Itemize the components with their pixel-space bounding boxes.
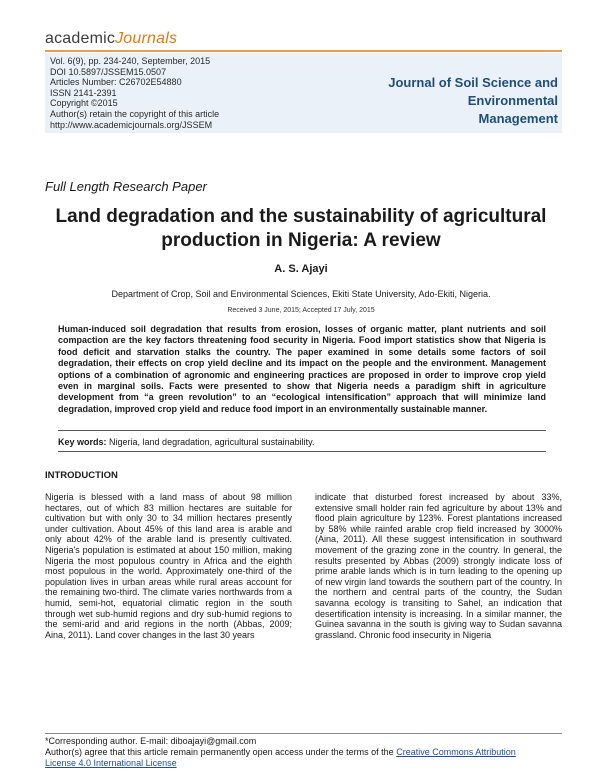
license-text: Author(s) agree that this article remain permanently open access under the terms of the xyxy=(45,746,394,757)
keywords-top-rule xyxy=(58,430,546,431)
license-link[interactable]: Creative Commons Attribution xyxy=(396,746,516,757)
header-divider xyxy=(45,50,562,52)
received-accepted-dates: Received 3 June, 2015; Accepted 17 July, 2015 xyxy=(227,307,375,314)
meta-doi: DOI 10.5897/JSSEM15.0507 xyxy=(50,66,167,77)
paper-title xyxy=(45,205,557,253)
publisher-logo xyxy=(45,30,177,48)
keywords-text: Nigeria, land degradation, agricultural sustainability. xyxy=(109,437,315,447)
author-name: A. S. Ajayi xyxy=(274,263,328,275)
logo-text-academic: academic xyxy=(45,30,116,47)
meta-volume: Vol. 6(9), pp. 234-240, September, 2015 xyxy=(50,56,211,66)
keywords-bottom-rule xyxy=(58,451,546,452)
body-column-left: Nigeria is blessed with a land mass of about 98 million hectares, out of which 83 million hectares are suitable for cultivation but with only 30 to 34 million hectares presently under cultivation. About 45% of this land area is arable and only about 42% of the arable land is presently cultivated. Nigeria's population is estimated at about 150 million, making Nigeria the most populous country in Africa and the eighth most populous in the world. Approximately one-third of the population lives in urban areas while rural areas account for the remaining two-third. The climate varies northwards from a humid, semi-hot, equatorial climatic region in the south through wet sub-humid regions and dry sub-humid regions to the semi-arid and arid regions in the north (Abbas, 2009; Aina, 2011). Land cover changes in the last 30 years xyxy=(45,492,292,640)
abstract: Human-induced soil degradation that results from erosion, losses of organic matter, plant nutrients and soil compaction are the key factors threatening food security in Nigeria. Food import statistics show that Nigeria is food deficit and starvation stalks the country. The paper examined in some details some factors of soil degradation, their effects on crop yield decline and its impact on the people and the environment. Management options of a combination of agronomic and engineering practices are proposed in order to improve crop yield even in marginal soils. Facts were presented to show that Nigeria needs a paradigm shift in agriculture development from “a green revolution” to an “ecological intensification” approach that will minimize land degradation, improved crop yield and reduce food import in an environmentally sustainable manner. xyxy=(58,324,546,414)
body-column-right: indicate that disturbed forest increased by about 33%, extensive small holder rain fed agriculture by about 13% and flood plain agriculture by 123%. Forest plantations increased by 58% while rainfed arable crop field increased by 3000% (Aina, 2011). All these suggest intensification in southward movement of the grazing zone in the country. In general, the results presented by Abbas (2009) strongly indicate loss of prime arable lands which is in turn leading to the opening up of new virgin land towards the southern part of the country. In the northern and central parts of the country, the Sudan savanna ecology is transiting to Sahel, an indication that desertification intensity is increasing. In a similar manner, the Guinea savanna in the south is giving way to Sudan savanna grassland. Chronic food insecurity in Nigeria xyxy=(315,492,562,640)
meta-article-number: Articles Number: C26702E54880 xyxy=(50,77,182,88)
footnote xyxy=(45,736,562,768)
license-link-continued[interactable]: License 4.0 International License xyxy=(45,757,177,768)
meta-journal-url[interactable]: http://www.academicjournals.org/JSSEM xyxy=(50,119,213,130)
meta-rights: Author(s) retain the copyright of this article xyxy=(50,108,220,119)
keywords-label: Key words: xyxy=(58,437,107,447)
paper-type: Full Length Research Paper xyxy=(45,179,207,194)
journal-name xyxy=(300,74,558,128)
paper-title-line2: production in Nigeria: A review xyxy=(161,230,441,251)
meta-copyright: Copyright ©2015 xyxy=(50,98,118,109)
keywords xyxy=(58,437,546,447)
corresponding-author: *Corresponding author. E-mail: diboajayi@gmail.com xyxy=(45,736,257,746)
journal-name-line2: Management xyxy=(478,111,558,126)
footnote-rule xyxy=(45,733,562,734)
paper-title-line1: Land degradation and the sustainability of agricultural xyxy=(55,206,547,227)
logo-text-journals: Journals xyxy=(115,30,178,47)
article-meta xyxy=(50,56,219,130)
license-statement xyxy=(45,747,562,769)
author-affiliation: Department of Crop, Soil and Environmental Sciences, Ekiti State University, Ado-Ekiti, Nigeria. xyxy=(111,289,491,299)
meta-issn: ISSN 2141-2391 xyxy=(50,87,117,98)
introduction-heading: INTRODUCTION xyxy=(45,470,118,481)
journal-name-line1: Journal of Soil Science and Environmental xyxy=(388,75,558,108)
